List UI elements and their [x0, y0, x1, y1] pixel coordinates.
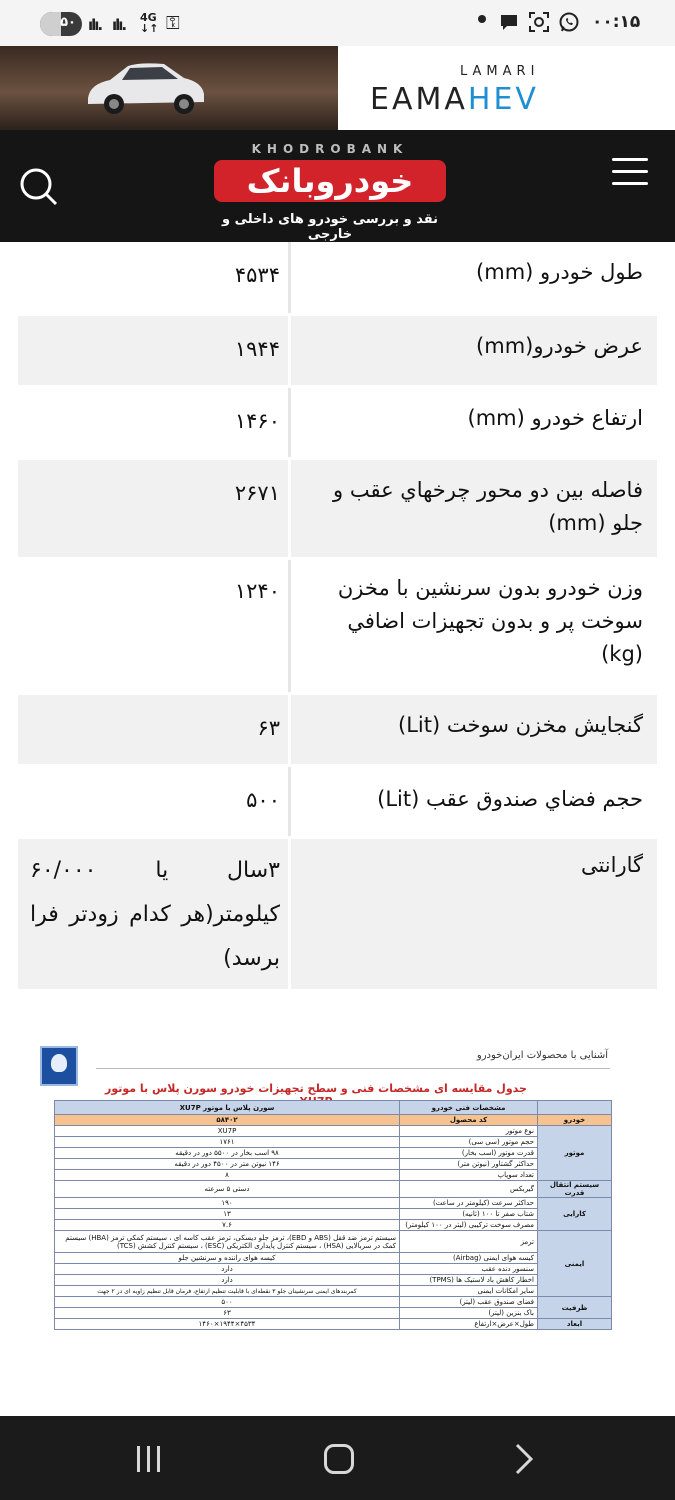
- spec-label: گنجايش مخزن سوخت (Lit): [398, 713, 643, 737]
- system-nav-bar: [0, 1416, 675, 1500]
- spec-label: حجم فضاي صندوق عقب (Lit): [377, 787, 643, 811]
- spec-label: ارتفاع خودرو (mm): [467, 406, 643, 430]
- comparison-grid: [54, 1100, 612, 1330]
- table-row: [18, 460, 657, 560]
- grid-cell: ۱۷۶۱: [55, 1137, 400, 1148]
- search-icon[interactable]: [16, 164, 60, 208]
- home-icon[interactable]: [324, 1444, 354, 1474]
- ad-brand: LAMARI: [460, 64, 540, 79]
- spec-label: وزن خودرو بدون سرنشين با مخزن سوخت پر و بدون تجهيزات اضافي (kg): [337, 576, 643, 666]
- site-header: [0, 130, 675, 242]
- spec-value: ۴۵۳۴: [234, 263, 280, 287]
- grid-cell: ۵۸۴۰۲: [55, 1115, 400, 1126]
- table-row: [18, 388, 657, 460]
- grid-cell: قدرت موتور (اسب بخار): [400, 1148, 538, 1159]
- battery-icon: [40, 12, 82, 36]
- grid-cell: دستی ۵ سرعته: [55, 1181, 400, 1198]
- grid-cell: حداکثر سرعت (کیلومتر در ساعت): [400, 1198, 538, 1209]
- site-logo[interactable]: [212, 142, 448, 214]
- comparison-table-image: [36, 1040, 614, 1416]
- grid-section: موتور: [538, 1126, 612, 1181]
- grid-cell: نوع موتور: [400, 1126, 538, 1137]
- grid-header-section: [538, 1101, 612, 1115]
- ad-model-suffix: HEV: [467, 82, 539, 117]
- recent-apps-icon[interactable]: [136, 1446, 162, 1472]
- grid-section: خودرو: [538, 1115, 612, 1126]
- grid-cell: ترمز: [400, 1231, 538, 1253]
- grid-section: ظرفیت: [538, 1297, 612, 1319]
- grid-cell: ۱۹۰: [55, 1198, 400, 1209]
- grid-cell: اخطار کاهش باد لاستیک ها (TPMS): [400, 1275, 538, 1286]
- table-row: [18, 560, 657, 695]
- spec-label: طول خودرو (mm): [476, 260, 643, 284]
- logo-english: KHODROBANK: [251, 142, 409, 156]
- grid-cell: ۱۳: [55, 1209, 400, 1220]
- grid-header-spec: مشخصات فنی خودرو: [400, 1101, 538, 1115]
- clock: ۰۰:۱۵: [592, 12, 641, 32]
- site-tagline: نقد و بررسی خودرو های داخلی و خارجی: [222, 212, 438, 242]
- battery-level: ۵۰: [60, 15, 76, 30]
- whatsapp-icon: [558, 11, 580, 33]
- table-row: [18, 767, 657, 839]
- spec-label: عرض خودرو(mm): [476, 334, 643, 358]
- logo-persian: خودروبانک: [214, 160, 446, 202]
- spec-value: ۵۰۰: [246, 788, 280, 812]
- hamburger-menu-icon[interactable]: [612, 158, 648, 188]
- grid-cell: کیسه هوای ایمنی (Airbag): [400, 1253, 538, 1264]
- grid-cell: سنسور دنده عقب: [400, 1264, 538, 1275]
- image-title: جدول مقایسه ای مشخصات فنی و سطح تجهیزات خودرو سورن پلاس با موتور: [105, 1082, 527, 1095]
- grid-cell: ۶۳: [55, 1308, 400, 1319]
- grid-cell: سایر امکانات ایمنی: [400, 1286, 538, 1297]
- grid-cell: ۹۸ اسب بخار در ۵۵۰۰ دور در دقیقه: [55, 1148, 400, 1159]
- grid-cell: دارد: [55, 1264, 400, 1275]
- grid-cell: حداکثر گشتاور (نیوتن متر): [400, 1159, 538, 1170]
- spec-value: ۶۳: [257, 716, 280, 740]
- spec-value: ۳سال یا ۶۰/۰۰۰ کیلومتر(هر کدام زودتر فرا برسد): [30, 858, 280, 971]
- notification-dot-icon: [478, 15, 486, 23]
- grid-cell: کد محصول: [400, 1115, 538, 1126]
- back-icon[interactable]: [508, 1442, 538, 1476]
- grid-section: سیستم انتقال قدرت: [538, 1181, 612, 1198]
- grid-cell: ۱۴۶ نیوتن متر در ۴۵۰۰ دور در دقیقه: [55, 1159, 400, 1170]
- car-icon: [80, 54, 210, 116]
- grid-cell: دارد: [55, 1275, 400, 1286]
- image-top-note: آشنایی با محصولات ایران‌خودرو: [476, 1050, 608, 1061]
- table-row: [18, 839, 657, 992]
- grid-cell: تعداد سوپاپ: [400, 1170, 538, 1181]
- grid-header-model: سورن پلاس با موتور XU7P: [55, 1101, 400, 1115]
- spec-label: گارانتی: [580, 853, 643, 877]
- grid-cell: باک بنزین (لیتر): [400, 1308, 538, 1319]
- network-label: 4G: [140, 11, 157, 24]
- grid-section: ایمنی: [538, 1231, 612, 1297]
- chat-icon: [498, 11, 520, 33]
- screenshot-icon: [528, 11, 550, 33]
- spec-value: ۱۹۴۴: [234, 337, 280, 361]
- grid-cell: ۵۰۰: [55, 1297, 400, 1308]
- grid-cell: XU7P: [55, 1126, 400, 1137]
- iran-khodro-logo-icon: [40, 1046, 78, 1086]
- status-bar: [0, 0, 675, 46]
- table-row: [18, 316, 657, 388]
- grid-cell: ۸: [55, 1170, 400, 1181]
- grid-cell: سیستم ترمز ضد قفل (ABS و EBD)، ترمز جلو دیسکی، ترمز عقب کاسه ای ، سیستم کمکی ترمز (HBA) سیستم کمک در سربالایی (HSA) ، سیستم کنترل پایداری الکتریکی (ESC) ، سیستم کنترل کشش (TCS): [55, 1231, 400, 1253]
- grid-cell: فضای صندوق عقب (لیتر): [400, 1297, 538, 1308]
- spec-table: [18, 242, 657, 992]
- network-type: 4G ↓↑: [140, 11, 159, 35]
- grid-cell: کمربندهای ایمنی سرنشینان جلو ۳ نقطه‌ای با قابلیت تنظیم ارتفاع، فرمان قابل تنظیم زاویه ای در ۲ جهت: [55, 1286, 400, 1297]
- grid-cell: مصرف سوخت ترکیبی (لیتر در ۱۰۰ کیلومتر): [400, 1220, 538, 1231]
- ad-model-prefix: EAMA: [370, 82, 468, 117]
- grid-section: ابعاد: [538, 1319, 612, 1330]
- table-row: [18, 695, 657, 767]
- key-icon: ⚿: [166, 13, 180, 34]
- grid-cell: کیسه هوای راننده و سرنشین جلو: [55, 1253, 400, 1264]
- spec-label: فاصله بين دو محور چرخهاي عقب و جلو (mm): [333, 478, 643, 535]
- ad-banner[interactable]: [0, 46, 675, 130]
- signal-icon: ılı.: [88, 16, 102, 34]
- signal-icon: ılı.: [112, 16, 126, 34]
- spec-value: ۱۴۶۰: [234, 409, 280, 433]
- grid-cell: طول×عرض×ارتفاع: [400, 1319, 538, 1330]
- grid-section: کارایی: [538, 1198, 612, 1231]
- ad-model: [370, 82, 539, 117]
- ad-car-photo: [0, 46, 338, 130]
- spec-value: ۱۲۴۰: [234, 579, 280, 603]
- grid-cell: گیربکس: [400, 1181, 538, 1198]
- grid-cell: ۴۵۳۴×۱۹۴۴×۱۴۶۰: [55, 1319, 400, 1330]
- grid-cell: شتاب صفر تا ۱۰۰ (ثانیه): [400, 1209, 538, 1220]
- spec-value: ۲۶۷۱: [234, 481, 280, 505]
- grid-cell: حجم موتور (سی سی): [400, 1137, 538, 1148]
- grid-cell: ۷.۶: [55, 1220, 400, 1231]
- table-row: [18, 242, 657, 316]
